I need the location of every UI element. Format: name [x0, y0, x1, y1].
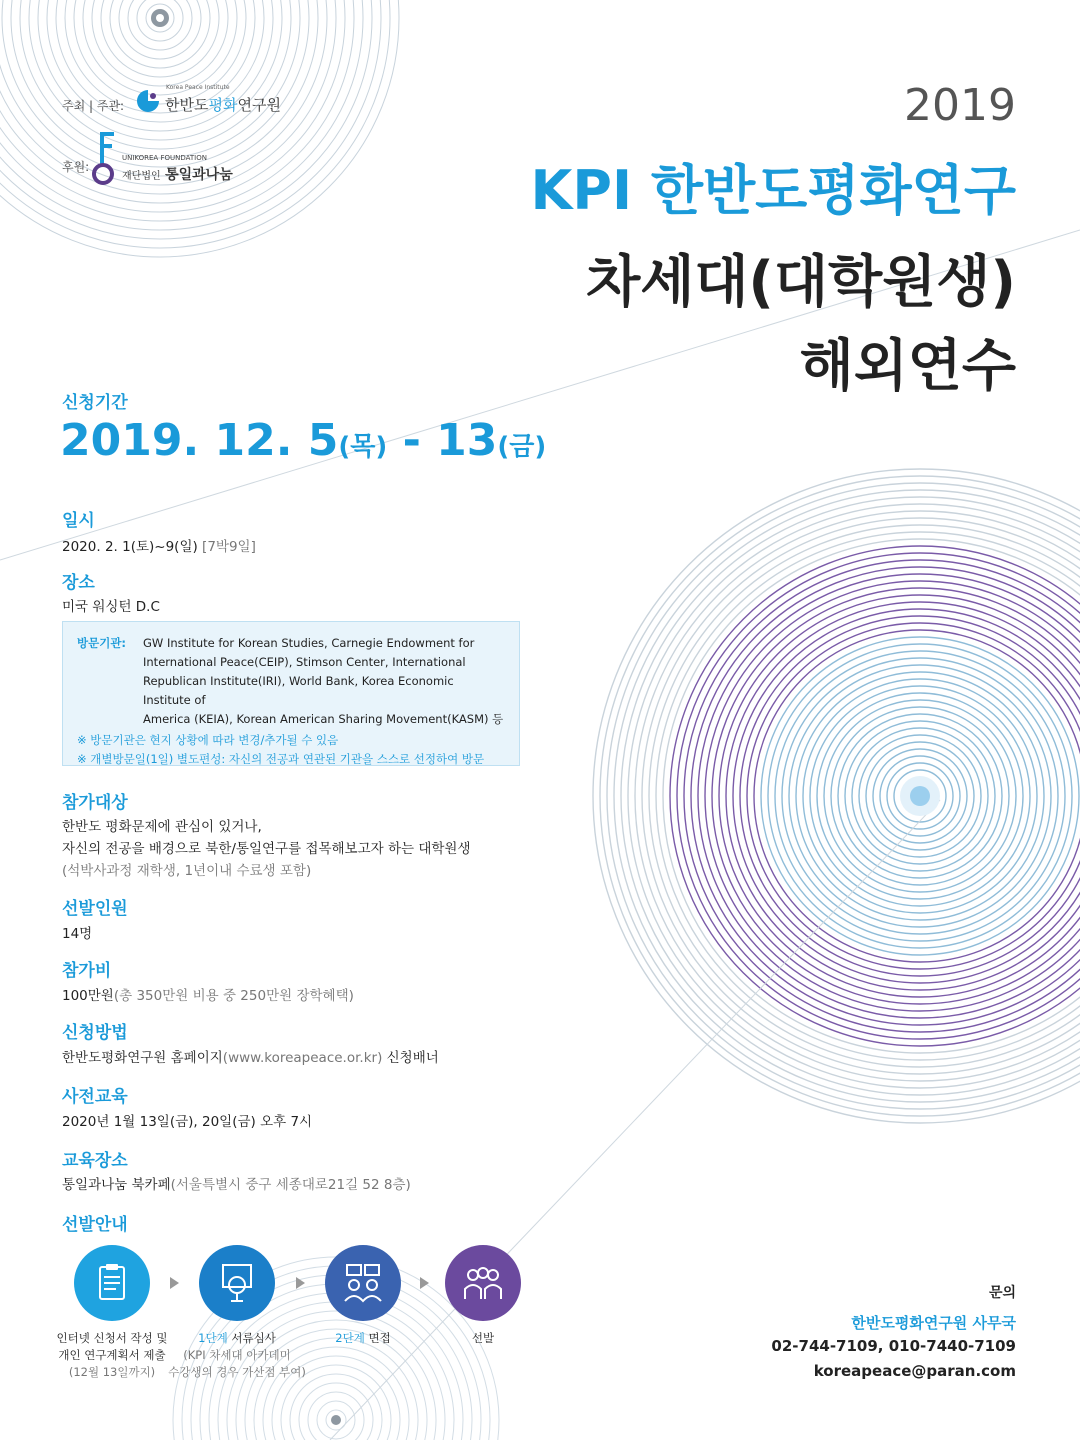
ring [621, 497, 1080, 1095]
top-rings [0, 0, 399, 257]
kpi-logo-text: 한반도평화연구원 [165, 96, 281, 114]
unikorea-english: UNIKOREA FOUNDATION [122, 154, 207, 162]
visit-label: 방문기관: [77, 636, 127, 650]
host-label: 주최 | 주관: [62, 99, 125, 113]
apply-method-value: 한반도평화연구원 홈페이지(www.koreapeace.or.kr) 신청배너 [62, 1050, 439, 1066]
interview-icon [325, 1245, 401, 1321]
kpi-logo-english: Korea Peace Institute [166, 84, 230, 91]
title-line1: KPI 한반도평화연구 [530, 159, 1016, 222]
ring [600, 476, 1080, 1116]
fee-label: 참가비 [62, 961, 112, 981]
kpi-logo-icon [135, 88, 161, 114]
step-arrow-icon [420, 1277, 429, 1289]
title-line2: 차세대(대학원생) [586, 250, 1016, 315]
globe-rings [593, 469, 1080, 1123]
selection-count-label: 선발인원 [62, 899, 128, 919]
clipboard-icon [74, 1245, 150, 1321]
venue-value: 미국 워싱턴 D.C [62, 599, 160, 615]
unikorea-name: 재단법인 통일과나눔 [122, 167, 233, 183]
contact-phone: 02-744-7109, 010-7440-7109 [771, 1337, 1016, 1355]
ring [0, 0, 390, 248]
visit-line: International Peace(CEIP), Stimson Center, International [143, 655, 466, 669]
visit-note: ※ 방문기관은 현지 상황에 따라 변경/추가될 수 있음 [77, 733, 339, 747]
visit-line: Republican Institute(IRI), World Bank, Korea Economic Institute of [143, 674, 454, 707]
document-review-icon [199, 1245, 275, 1321]
application-period-label: 신청기간 [62, 393, 128, 413]
application-period-value: 2019. 12. 5(목) - 13(금) [60, 415, 547, 466]
visit-note: ※ 개별방문일(1일) 별도편성: 자신의 전공과 연관된 기관을 스스로 선정하여 방문 [77, 752, 485, 766]
apply-method-label: 신청방법 [62, 1023, 128, 1043]
title-line3: 해외연수 [799, 334, 1016, 399]
participants-line: 자신의 전공을 배경으로 북한/통일연구를 접목해보고자 하는 대학원생 [62, 841, 471, 857]
unikorea-logo-icon [92, 130, 120, 190]
group-icon [445, 1245, 521, 1321]
schedule-value: 2020. 2. 1(토)~9(일) [7박9일] [62, 539, 256, 555]
contact-email[interactable]: koreapeace@paran.com [813, 1362, 1016, 1380]
fee-value: 100만원(총 350만원 비용 중 250만원 장학혜택) [62, 988, 354, 1004]
ring [719, 595, 1080, 997]
participants-note: (석박사과정 재학생, 1년이내 수료생 포함) [62, 863, 312, 879]
step1-label: 인터넷 신청서 작성 및 개인 연구계획서 제출 (12월 13일까지) [56, 1331, 168, 1379]
selection-count-value: 14명 [62, 926, 93, 942]
visit-institutions-box [62, 621, 520, 766]
step1-circle [74, 1245, 150, 1321]
participants-line: 한반도 평화문제에 관심이 있거나, [62, 819, 262, 835]
step3-circle [325, 1245, 401, 1321]
visit-line: GW Institute for Korean Studies, Carnegie Endowment for [143, 636, 475, 650]
ring [635, 511, 1080, 1081]
step-arrow-icon [170, 1277, 179, 1289]
schedule-label: 일시 [62, 511, 95, 531]
visit-line: America (KEIA), Korean American Sharing Movement(KASM) 등 [143, 712, 504, 726]
pre-education-label: 사전교육 [62, 1087, 128, 1107]
education-place-value: 통일과나눔 북카페(서울특별시 중구 세종대로21길 52 8층) [62, 1177, 411, 1193]
pre-education-value: 2020년 1월 13일(금), 20일(금) 오후 7시 [62, 1114, 313, 1130]
ring [642, 518, 1080, 1074]
education-place-label: 교육장소 [62, 1151, 128, 1171]
participants-label: 참가대상 [62, 793, 128, 813]
step2-label: 1단계 서류심사 (KPI 차세대 아카데미 수강생의 경우 가산점 부여) [168, 1331, 306, 1379]
contact-office: 한반도평화연구원 사무국 [851, 1314, 1016, 1332]
ring [0, 0, 372, 230]
contact-label: 문의 [988, 1285, 1016, 1301]
step4-circle [445, 1245, 521, 1321]
selection-guide-label: 선발안내 [62, 1215, 128, 1235]
step4-label: 선발 [471, 1331, 495, 1345]
step2-circle [199, 1245, 275, 1321]
step-arrow-icon [296, 1277, 305, 1289]
step3-label: 2단계 면접 [335, 1331, 391, 1345]
venue-label: 장소 [62, 573, 95, 593]
sponsor-label: 후원: [62, 160, 90, 174]
ring [691, 567, 1080, 1025]
title-year: 2019 [904, 80, 1016, 131]
